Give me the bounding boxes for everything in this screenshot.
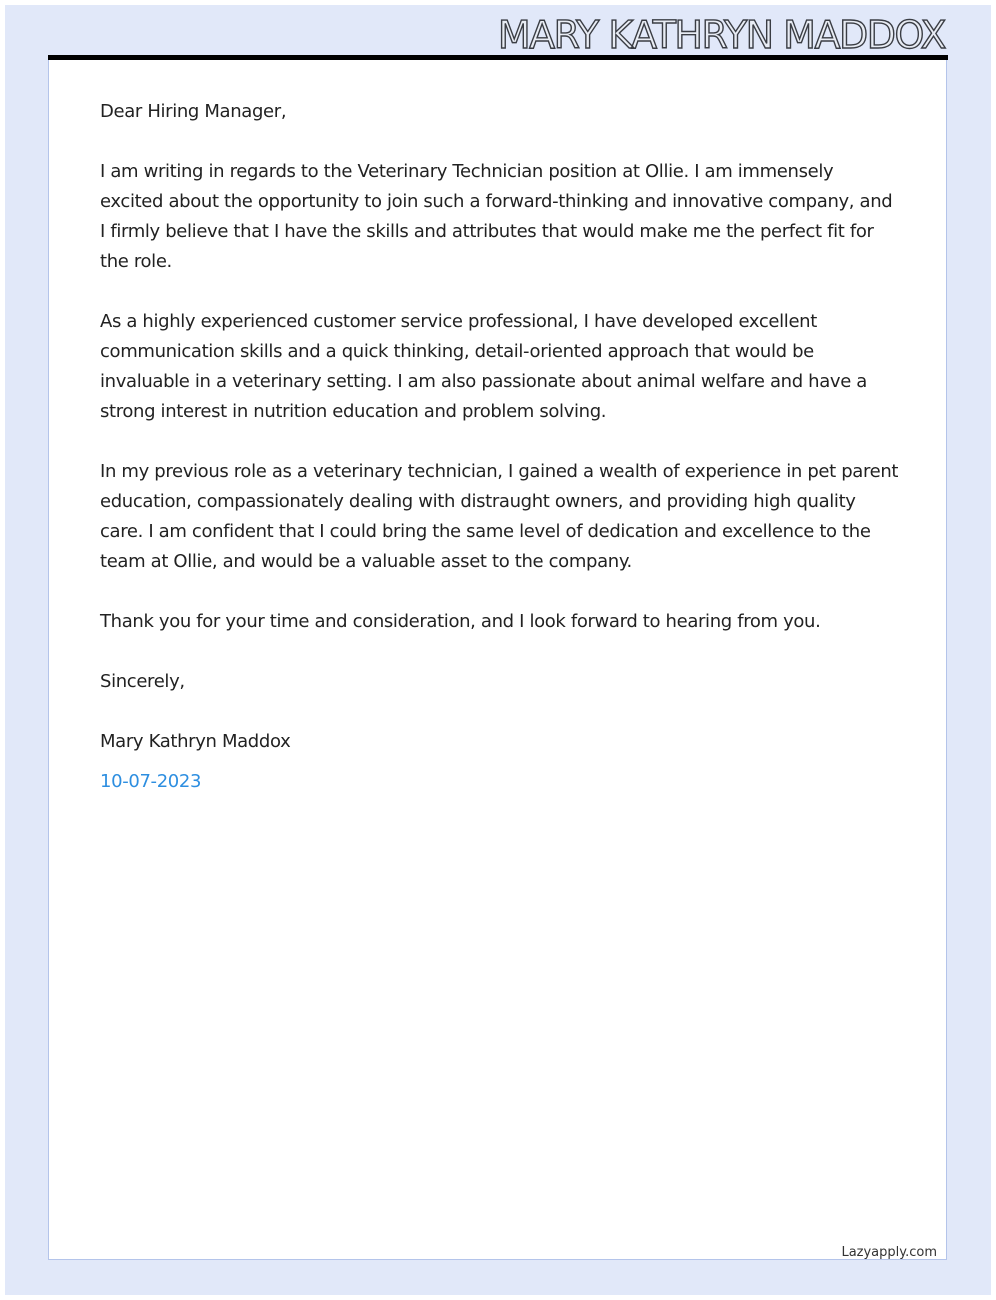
paragraph-intro: I am writing in regards to the Veterinary Technician position at Ollie. I am immensely excited about the opportunity to join such a forward-thinking and innovative company, and I firmly believe that I have the skills and attributes that would make me the perfect fit for the role.	[100, 161, 893, 272]
paragraph-experience: As a highly experienced customer service professional, I have developed excellent communication skills and a quick thinking, detail-oriented approach that would be invaluable in a veterinary setting. I am also passionate about animal welfare and have a strong interest in nutrition education and problem solving.	[100, 311, 867, 422]
salutation: Dear Hiring Manager,	[100, 101, 287, 122]
applicant-name-header: MARY KATHRYN MADDOX	[497, 13, 945, 57]
paragraph-thanks: Thank you for your time and consideration, and I look forward to hearing from you.	[100, 611, 821, 632]
signature-name: Mary Kathryn Maddox	[100, 731, 291, 752]
letter-date: 10-07-2023	[100, 771, 202, 792]
cover-letter-body	[100, 97, 900, 827]
paragraph-previous-role: In my previous role as a veterinary technician, I gained a wealth of experience in pet parent education, compassionately dealing with distraught owners, and providing high quality care. I am confident that I could bring the same level of dedication and excellence to the team at Ollie, and would be a valuable asset to the company.	[100, 461, 899, 572]
footer-brand: Lazyapply.com	[841, 1245, 937, 1260]
closing: Sincerely,	[100, 671, 185, 692]
